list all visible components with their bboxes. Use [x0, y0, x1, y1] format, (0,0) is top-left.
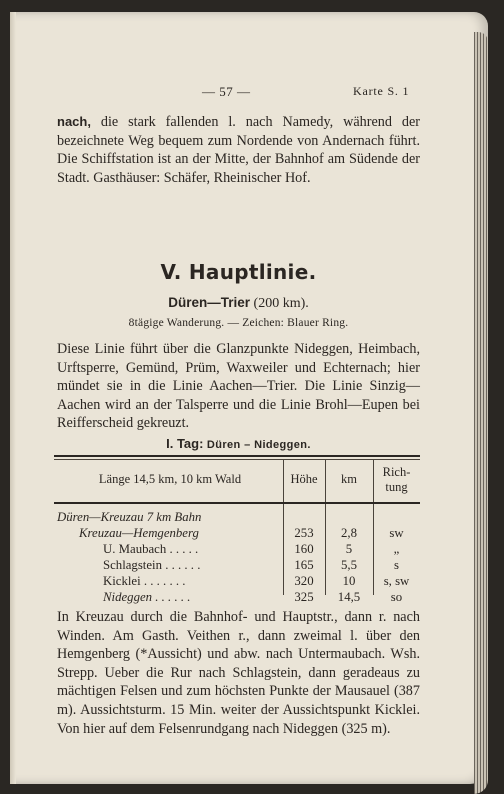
route-length: (200 km). — [250, 296, 309, 311]
row-name: Düren—Kreuzau 7 km Bahn — [57, 510, 202, 524]
row-height: 160 — [294, 542, 314, 556]
table-row — [57, 542, 420, 557]
intro-text: die stark fallenden l. nach Namedy, während der bezeichnete Weg bequem zum Nordende von Andernach führt. Die Schiffstation ist an der Mitte, der Bahnhof am Südende der Stadt. Gasthäuser: Schäfer, Rheinischer Hof. — [57, 114, 420, 186]
route-note: 8tägige Wanderung. — Zeichen: Blauer Ring. — [128, 317, 349, 329]
header-direction-2: tung — [385, 480, 408, 494]
row-direction: sw — [389, 526, 404, 540]
table-top-rule — [54, 455, 420, 457]
directions-paragraph: In Kreuzau durch die Bahnhof- und Hauptstr., dann r. nach Winden. Am Gasth. Veithen r., dann zweimal l. über den Hemgenberg (*Aussicht) und abw. nach Untermaubach. Wsh. Strepp. Ueber die Rur nach Schlagstein, dann geradeaus zu mächtigen Felsen und zum höchsten Punkte der Mausauel (387 m). Aussichtsturm. 15 Min. weiter der Aussichtspunkt Kicklei. Von hier auf dem Felsenrundgang nach Nideggen (325 m). — [57, 609, 420, 737]
table-row — [57, 574, 420, 589]
day-heading — [57, 436, 420, 451]
table-row — [57, 526, 420, 541]
header-direction-1: Rich- — [382, 465, 411, 479]
header-length: Länge 14,5 km, 10 km Wald — [98, 472, 242, 486]
book-page — [10, 12, 488, 784]
row-name: Kicklei . . . . . . . — [103, 574, 186, 588]
row-direction: s — [394, 558, 399, 572]
row-name: Kreuzau—Hemgenberg — [79, 526, 199, 540]
page-number: — 57 — — [202, 84, 251, 99]
header-height: Höhe — [290, 472, 318, 486]
row-km: 5,5 — [341, 558, 357, 572]
row-km: 2,8 — [341, 526, 357, 540]
row-km: 14,5 — [337, 590, 361, 604]
table-header-rule — [54, 502, 420, 504]
table-row — [57, 590, 420, 605]
day-route: Düren – Nideggen. — [203, 439, 311, 451]
row-height: 165 — [294, 558, 314, 572]
intro-paragraph — [57, 113, 420, 187]
day-label: I. Tag: — [166, 436, 204, 451]
section-title: V. Hauptlinie. — [160, 260, 317, 284]
row-name: Nideggen . . . . . . — [103, 590, 191, 604]
row-height: 253 — [294, 526, 314, 540]
row-name: Schlagstein . . . . . . — [103, 558, 201, 572]
page-edges — [474, 32, 488, 794]
header-km: km — [341, 472, 357, 486]
row-direction: so — [390, 590, 403, 604]
table-row — [57, 510, 420, 525]
map-reference: Karte S. 1 — [353, 84, 410, 98]
table-top-rule-2 — [54, 459, 420, 460]
row-km: 10 — [342, 574, 356, 588]
table-row — [57, 558, 420, 573]
row-name: U. Maubach . . . . . — [103, 542, 199, 556]
row-height: 320 — [294, 574, 314, 588]
route-line — [57, 295, 420, 312]
row-direction: „ — [393, 542, 400, 556]
row-km: 5 — [345, 542, 353, 556]
route-description: Diese Linie führt über die Glanzpunkte Nideggen, Heimbach, Urftsperre, Gemünd, Prüm, Waxweiler und Echternach; hier mündet sie in die Linie Aachen—Trier. Die Linie Sinzig—Aachen wird an der Talsperre und die Linie Brohl—Eupen bei Reifferscheid gekreuzt. — [57, 341, 420, 432]
row-height: 325 — [294, 590, 314, 604]
intro-lead: nach, — [57, 114, 91, 129]
row-direction: s, sw — [383, 574, 410, 588]
route-name: Düren—Trier — [168, 295, 251, 310]
